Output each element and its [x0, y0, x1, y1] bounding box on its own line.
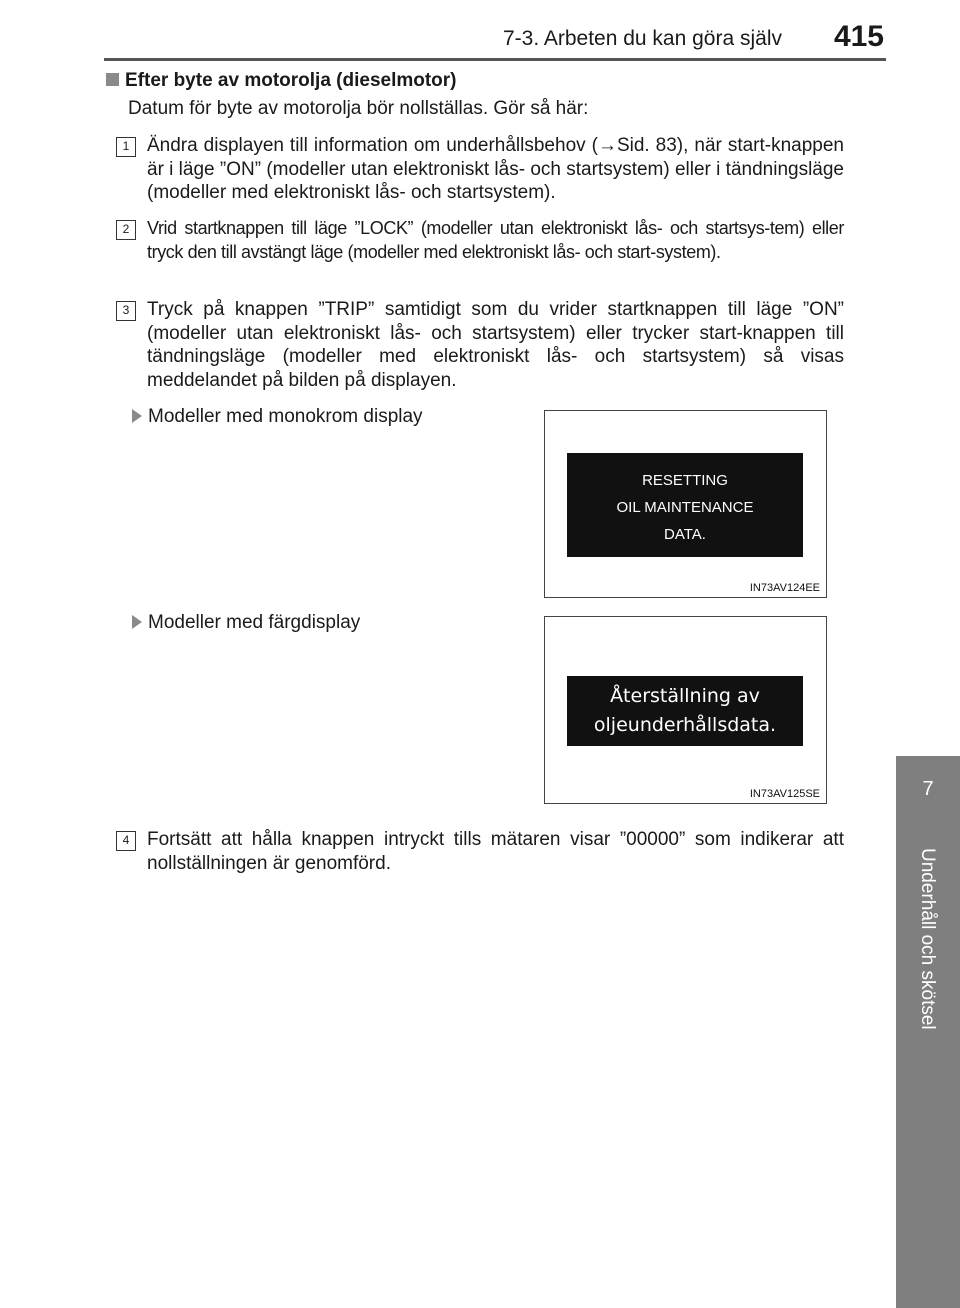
chapter-label: Underhåll och skötsel: [917, 848, 938, 1030]
chapter-tab[interactable]: [896, 756, 960, 1308]
variant-label: Modeller med monokrom display: [132, 406, 423, 428]
step-number-box: 2: [116, 220, 136, 240]
display-screen: Återställning av oljeunderhållsdata.: [567, 676, 803, 746]
header-divider: [104, 58, 886, 61]
triangle-bullet-icon: [132, 409, 142, 423]
display-figure: [544, 616, 827, 804]
step-number-box: 4: [116, 831, 136, 851]
chapter-number: 7: [922, 778, 934, 800]
intro-text: Datum för byte av motorolja bör nollställas. Gör så här:: [128, 98, 589, 119]
triangle-bullet-icon: [132, 615, 142, 629]
figure-code: IN73AV125SE: [749, 788, 820, 800]
figure-code: IN73AV124EE: [749, 582, 820, 594]
step-number-box: 1: [116, 137, 136, 157]
step-text: Tryck på knappen ”TRIP” samtidigt som du vrider startknappen till läge ”ON” (modeller utan elektroniskt lås- och startsystem) eller trycker start-knappen till tändningsläge (modeller med elektroniskt lås- och startsystem) så visas meddelandet på bilden på displayen.: [147, 299, 844, 391]
display-screen: RESETTING OIL MAINTENANCE DATA.: [567, 453, 803, 557]
page-header: [0, 0, 960, 60]
step-number-box: 3: [116, 301, 136, 321]
page-number: 415: [833, 20, 884, 53]
step-text: Vrid startknappen till läge ”LOCK” (modeller utan elektroniskt lås- och startsys-tem) eller tryck den till avstängt läge (modeller med elektroniskt lås- och start-system).: [147, 218, 844, 262]
section-heading: [106, 70, 457, 92]
section-title: 7-3. Arbeten du kan göra själv: [502, 27, 782, 50]
variant-label: Modeller med färgdisplay: [132, 612, 360, 634]
step-text: Fortsätt att hålla knappen intryckt tills mätaren visar ”00000” som indikerar att nollställningen är genomförd.: [147, 829, 844, 874]
step-text: Ändra displayen till information om underhållsbehov (→Sid. 83), när start-knappen är i läge ”ON” (modeller utan elektroniskt lås- och startsystem) eller i tändningsläge (modeller med elektroniskt lås- och startsystem).: [147, 135, 844, 203]
square-bullet-icon: [106, 73, 119, 86]
section-heading-text: Efter byte av motorolja (dieselmotor): [125, 70, 457, 91]
display-figure: [544, 410, 827, 598]
